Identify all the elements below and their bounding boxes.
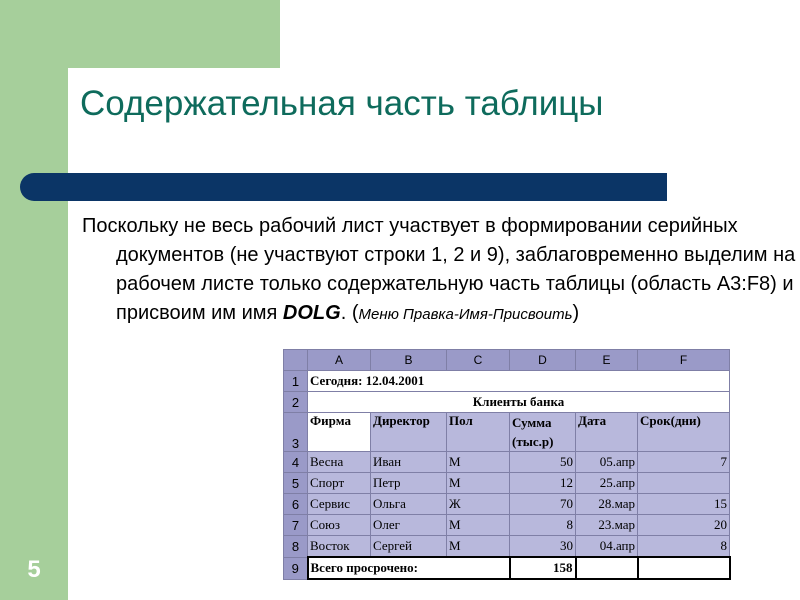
column-header-b[interactable]: B — [371, 350, 447, 371]
sheet-row-1 — [284, 371, 730, 392]
cell-sum[interactable]: 50 — [510, 452, 576, 473]
cell-date[interactable]: 04.апр — [576, 536, 638, 558]
range-name: DOLG — [282, 302, 341, 324]
cell-gender[interactable]: М — [447, 536, 510, 558]
cell-d3-header[interactable]: Сумма (тыс.р) — [510, 413, 576, 452]
row-header-4[interactable]: 4 — [284, 452, 308, 473]
sheet-row-6 — [284, 494, 730, 515]
left-green-band — [0, 0, 68, 600]
sheet-row-4 — [284, 452, 730, 473]
row-header-9[interactable]: 9 — [284, 557, 308, 579]
column-header-a[interactable]: A — [308, 350, 371, 371]
cell-director[interactable]: Иван — [371, 452, 447, 473]
slide-body-text — [82, 212, 796, 329]
cell-sum[interactable]: 30 — [510, 536, 576, 558]
title-divider-bar — [20, 173, 667, 201]
cell-term[interactable]: 7 — [638, 452, 730, 473]
cell-e3-header[interactable]: Дата — [576, 413, 638, 452]
cell-gender[interactable]: Ж — [447, 494, 510, 515]
row-header-7[interactable]: 7 — [284, 515, 308, 536]
sheet-row-2 — [284, 392, 730, 413]
cell-term[interactable]: 8 — [638, 536, 730, 558]
cell-e9-empty[interactable] — [576, 557, 638, 579]
cell-f9-empty[interactable] — [638, 557, 730, 579]
row-header-6[interactable]: 6 — [284, 494, 308, 515]
cell-term[interactable] — [638, 473, 730, 494]
sheet-row-5 — [284, 473, 730, 494]
cell-term[interactable]: 15 — [638, 494, 730, 515]
sheet-row-3 — [284, 413, 730, 452]
cell-firm[interactable]: Союз — [308, 515, 371, 536]
cell-gender[interactable]: М — [447, 473, 510, 494]
cell-d9-total-value[interactable]: 158 — [510, 557, 576, 579]
select-all-corner[interactable] — [284, 350, 308, 371]
cell-firm[interactable]: Сервис — [308, 494, 371, 515]
column-header-d[interactable]: D — [510, 350, 576, 371]
spreadsheet-grid — [283, 349, 731, 580]
slide-number: 5 — [27, 556, 41, 583]
cell-director[interactable]: Петр — [371, 473, 447, 494]
cell-b3-header[interactable]: Директор — [371, 413, 447, 452]
cell-firm[interactable]: Спорт — [308, 473, 371, 494]
cell-firm[interactable]: Весна — [308, 452, 371, 473]
cell-a2-table-title[interactable]: Клиенты банка — [308, 392, 730, 413]
column-header-f[interactable]: F — [638, 350, 730, 371]
body-dot: . ( — [340, 302, 359, 324]
cell-gender[interactable]: М — [447, 515, 510, 536]
cell-c3-header[interactable]: Пол — [447, 413, 510, 452]
cell-date[interactable]: 25.апр — [576, 473, 638, 494]
spreadsheet-excerpt — [283, 349, 729, 587]
cell-a9-total-label[interactable]: Всего просрочено: — [308, 557, 510, 579]
cell-term[interactable]: 20 — [638, 515, 730, 536]
sheet-row-7 — [284, 515, 730, 536]
cell-a3-header[interactable]: Фирма — [308, 413, 371, 452]
column-header-c[interactable]: C — [447, 350, 510, 371]
sheet-row-8 — [284, 536, 730, 558]
cell-date[interactable]: 23.мар — [576, 515, 638, 536]
cell-sum[interactable]: 70 — [510, 494, 576, 515]
row-header-2[interactable]: 2 — [284, 392, 308, 413]
cell-f3-header[interactable]: Срок(дни) — [638, 413, 730, 452]
cell-date[interactable]: 28.мар — [576, 494, 638, 515]
cell-date[interactable]: 05.апр — [576, 452, 638, 473]
body-close: ) — [572, 302, 580, 324]
cell-gender[interactable]: М — [447, 452, 510, 473]
cell-firm[interactable]: Восток — [308, 536, 371, 558]
top-green-band — [68, 0, 280, 68]
cell-sum[interactable]: 12 — [510, 473, 576, 494]
body-main-text: Поскольку не весь рабочий лист участвует в формировании серийных документов (не участвуют строки 1, 2 и 9), заблаговременно выделим на рабочем листе только содержательную часть таблицы (область A3:F8) и присвоим им имя — [82, 215, 796, 324]
menu-path: Меню Правка-Имя-Присвоить — [358, 306, 573, 323]
slide-title: Содержательная часть таблицы — [80, 84, 604, 123]
cell-director[interactable]: Ольга — [371, 494, 447, 515]
cell-sum[interactable]: 8 — [510, 515, 576, 536]
cell-director[interactable]: Сергей — [371, 536, 447, 558]
row-header-1[interactable]: 1 — [284, 371, 308, 392]
row-header-8[interactable]: 8 — [284, 536, 308, 558]
row-header-3[interactable]: 3 — [284, 413, 308, 452]
column-header-row — [284, 350, 730, 371]
row-header-5[interactable]: 5 — [284, 473, 308, 494]
sheet-row-9 — [284, 557, 730, 579]
cell-director[interactable]: Олег — [371, 515, 447, 536]
column-header-e[interactable]: E — [576, 350, 638, 371]
cell-a1-date[interactable]: Сегодня: 12.04.2001 — [308, 371, 730, 392]
